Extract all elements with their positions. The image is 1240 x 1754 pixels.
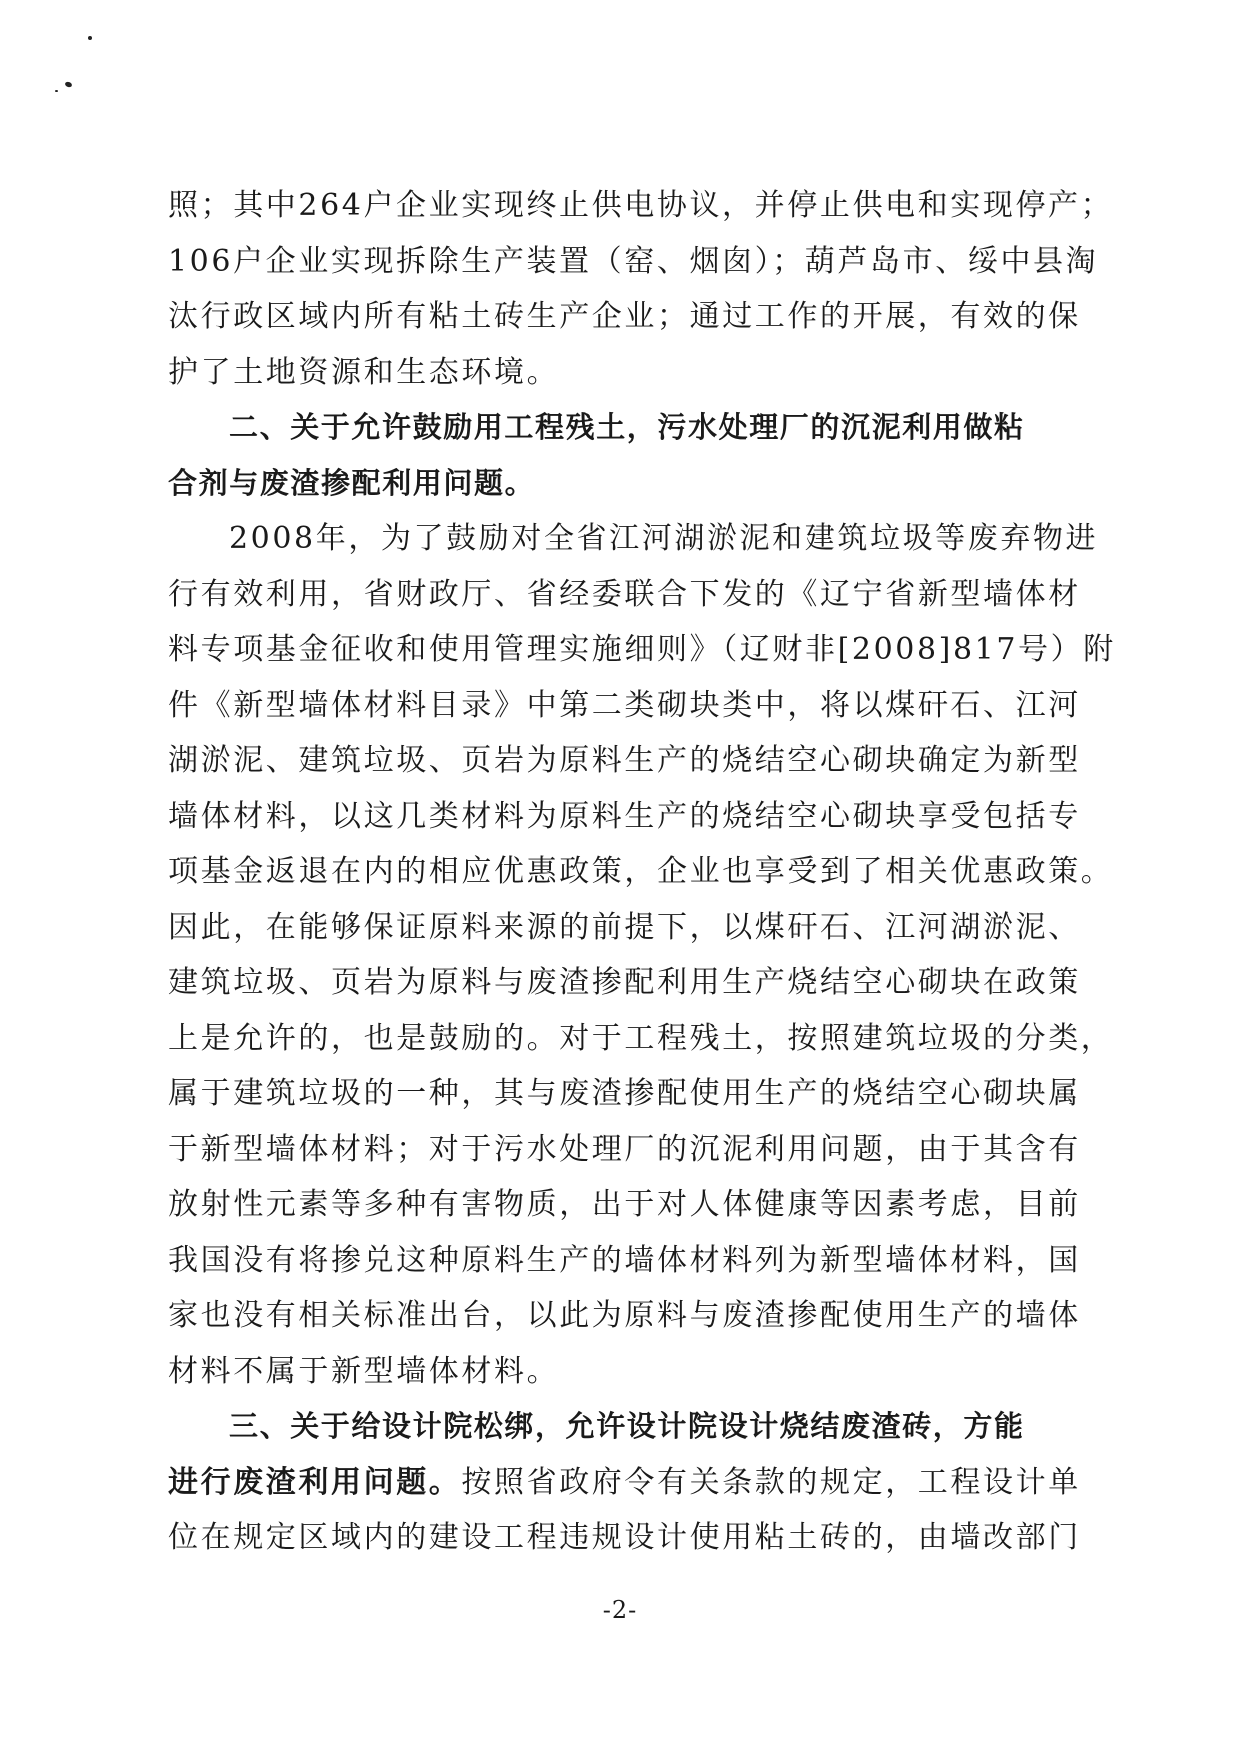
text-line-rest: 按照省政府令有关条款的规定，工程设计单 [461, 1464, 1081, 1500]
text-line: 护了土地资源和生态环境。 [168, 354, 560, 390]
section-heading: 三、关于给设计院松绑，允许设计院设计烧结废渣砖，方能 [229, 1409, 1025, 1443]
text-line: 属于建筑垃圾的一种，其与废渣掺配使用生产的烧结空心砌块属 [168, 1076, 1081, 1111]
body-text [168, 178, 1116, 1566]
text-line: 于新型墙体材料；对于污水处理厂的沉泥利用问题，由于其含有 [168, 1131, 1081, 1167]
text-line: 项基金返退在内的相应优惠政策，企业也享受到了相关优惠政策。 [168, 854, 1114, 889]
text-line: 我国没有将掺兑这种原料生产的墙体材料列为新型墙体材料，国 [168, 1242, 1081, 1278]
text-line: 因此，在能够保证原料来源的前提下，以煤矸石、江河湖淤泥、 [168, 909, 1081, 945]
text-line: 墙体材料，以这几类材料为原料生产的烧结空心砌块享受包括专 [168, 798, 1081, 834]
text-line: 上是允许的，也是鼓励的。对于工程残土，按照建筑垃圾的分类， [168, 1020, 1114, 1056]
section-heading: 合剂与废渣掺配利用问题。 [168, 465, 536, 500]
text-line: 建筑垃圾、页岩为原料与废渣掺配利用生产烧结空心砌块在政策 [168, 965, 1081, 1000]
text-line: 放射性元素等多种有害物质，出于对人体健康等因素考虑，目前 [168, 1187, 1081, 1222]
text-line: 106户企业实现拆除生产装置（窑、烟囱）；葫芦岛市、绥中县淘 [168, 243, 1099, 279]
section-heading-tail: 进行废渣利用问题。 [168, 1464, 462, 1500]
text-line: 行有效利用，省财政厅、省经委联合下发的《辽宁省新型墙体材 [168, 576, 1081, 612]
scan-speck [64, 81, 72, 88]
text-line: 汰行政区域内所有粘土砖生产企业；通过工作的开展，有效的保 [168, 299, 1081, 334]
section-heading: 二、关于允许鼓励用工程残土，污水处理厂的沉泥利用做粘 [229, 410, 1025, 444]
text-line: 家也没有相关标准出台，以此为原料与废渣掺配使用生产的墙体 [168, 1298, 1081, 1333]
text-line: 湖淤泥、建筑垃圾、页岩为原料生产的烧结空心砌块确定为新型 [168, 743, 1081, 778]
scan-speck [88, 36, 92, 40]
page-number: -2- [602, 1596, 638, 1624]
text-line: 位在规定区域内的建设工程违规设计使用粘土砖的，由墙改部门 [168, 1520, 1081, 1555]
text-line-mixed [168, 1455, 1081, 1511]
text-line: 材料不属于新型墙体材料。 [168, 1353, 560, 1389]
scan-speck [55, 90, 58, 92]
text-line: 料专项基金征收和使用管理实施细则》（辽财非[2008]817号）附 [168, 632, 1116, 667]
text-line: 照；其中264户企业实现终止供电协议，并停止供电和实现停产； [168, 188, 1114, 223]
text-line: 2008年，为了鼓励对全省江河湖淤泥和建筑垃圾等废弃物进 [229, 521, 1099, 556]
text-line: 件《新型墙体材料目录》中第二类砌块类中，将以煤矸石、江河 [168, 687, 1081, 723]
